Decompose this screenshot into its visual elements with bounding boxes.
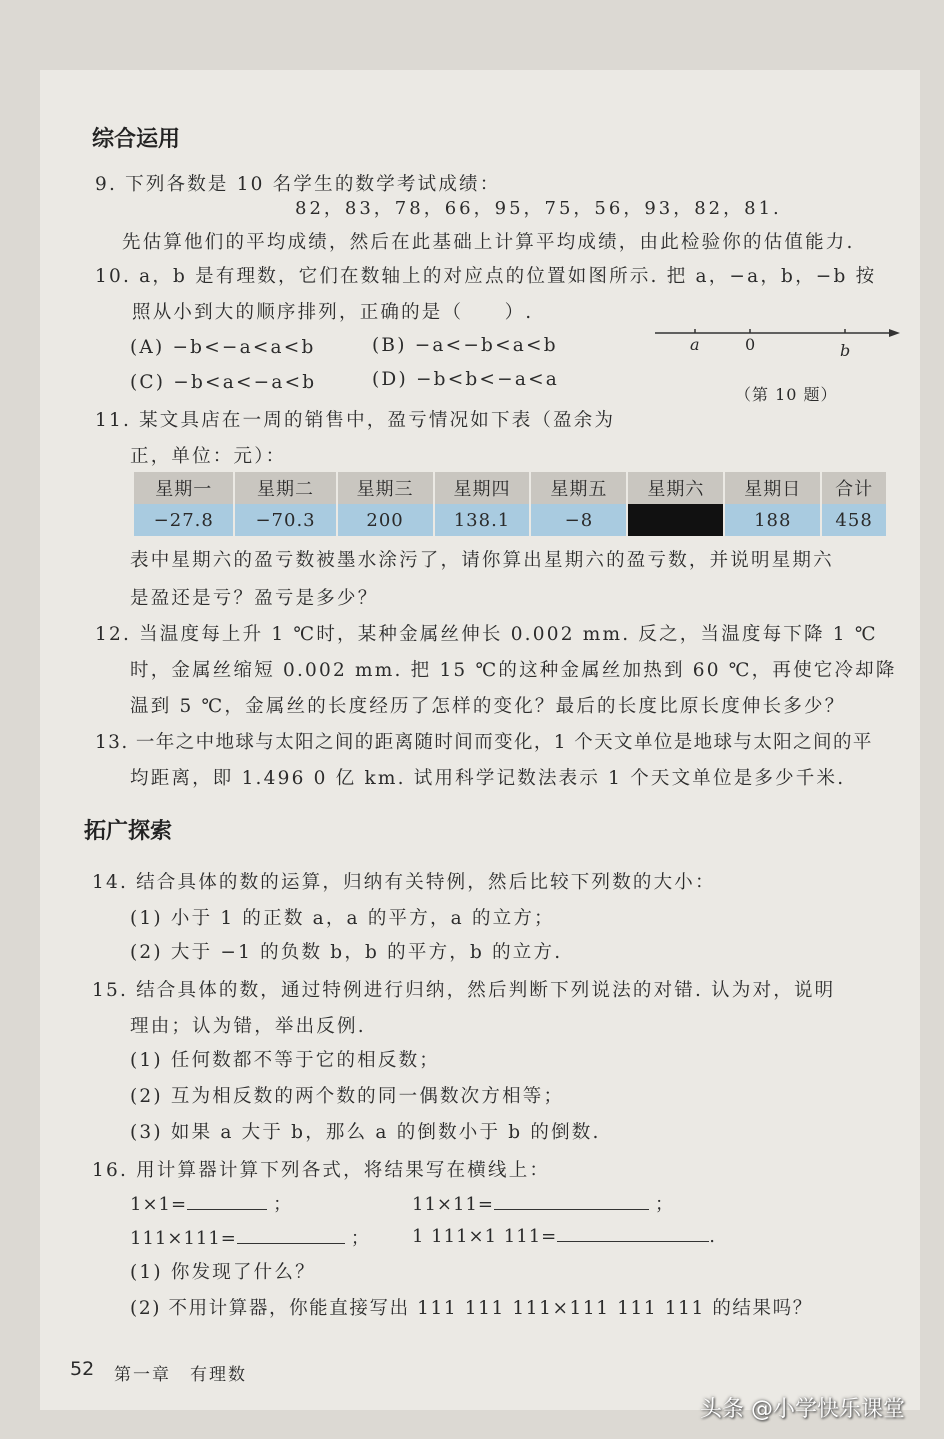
q11-line2: 正，单位：元）： [130, 446, 287, 467]
q12-line2: 时，金属丝缩短 0.002 mm. 把 15 ℃的这种金属丝加热到 60 ℃，再使它冷却降 [130, 660, 897, 681]
value-thu: 138.1 [434, 504, 531, 536]
q10-option-d: (D) −b<b<−a<a [372, 369, 559, 390]
q14-item1: (1) 小于 1 的正数 a，a 的平方，a 的立方； [130, 908, 555, 929]
header-thu: 星期四 [434, 472, 531, 504]
q16-item2: (2) 不用计算器，你能直接写出 111 111 111×111 111 111 的结果吗？ [130, 1298, 813, 1319]
expr-1-sep: ； [273, 1194, 293, 1215]
q9-scores: 82，83，78，66，95，75，56，93，82，81. [295, 198, 782, 219]
value-sun: 188 [724, 504, 821, 536]
ink-blot-sat [627, 504, 724, 536]
q11-line3: 表中星期六的盈亏数被墨水涂污了，请你算出星期六的盈亏数，并说明星期六 [130, 550, 834, 571]
q10-option-c: (C) −b<a<−a<b [130, 372, 317, 393]
q12-line1: 12. 当温度每上升 1 ℃时，某种金属丝伸长 0.002 mm. 反之，当温度每下降 1 ℃ [95, 624, 878, 645]
q10-line1: 10. a，b 是有理数，它们在数轴上的对应点的位置如图所示. 把 a，−a，b，−b 按 [95, 266, 877, 287]
expr-4-text: 1 111×1 111= [412, 1226, 558, 1247]
q15-line2: 理由；认为错，举出反例. [130, 1016, 366, 1037]
section-heading-comprehensive: 综合运用 [92, 127, 181, 152]
header-total: 合计 [821, 472, 887, 504]
q13-line1: 13. 一年之中地球与太阳之间的距离随时间而变化，1 个天文单位是地球与太阳之间的平 [95, 732, 873, 753]
header-fri: 星期五 [530, 472, 627, 504]
q16-expr-2 [412, 1190, 674, 1216]
value-tue: −70.3 [234, 504, 336, 536]
q10-line2: 照从小到大的顺序排列，正确的是（ ）. [132, 302, 534, 323]
answer-blank-2[interactable] [494, 1192, 649, 1210]
q11-line1: 11. 某文具店在一周的销售中，盈亏情况如下表（盈余为 [95, 410, 616, 431]
chapter-title: 第一章 有理数 [114, 1365, 247, 1385]
q9-line1: 9. 下列各数是 10 名学生的数学考试成绩： [95, 174, 501, 195]
page-number: 52 [70, 1358, 95, 1380]
q11-line4: 是盈还是亏？盈亏是多少？ [130, 588, 379, 609]
expr-1-text: 1×1= [130, 1194, 188, 1215]
header-wed: 星期三 [337, 472, 434, 504]
q10-option-a: (A) −b<−a<a<b [130, 337, 316, 358]
q10-figure-caption: （第 10 题） [735, 385, 838, 404]
expr-2-sep: ； [654, 1194, 674, 1215]
q15-item2: (2) 互为相反数的两个数的同一偶数次方相等； [130, 1086, 565, 1107]
value-total: 458 [821, 504, 887, 536]
q16-line1: 16. 用计算器计算下列各式，将结果写在横线上： [92, 1160, 551, 1181]
q16-expr-3 [130, 1224, 370, 1250]
axis-label-a: a [690, 335, 700, 354]
header-sun: 星期日 [724, 472, 821, 504]
q10-option-b: (B) −a<−b<a<b [372, 335, 558, 356]
axis-label-zero: 0 [745, 335, 756, 354]
watermark: 头条 @小学快乐课堂 [700, 1397, 905, 1422]
q16-expr-1 [130, 1190, 292, 1216]
value-fri: −8 [530, 504, 627, 536]
table-row [134, 504, 887, 536]
q16-expr-4 [412, 1224, 716, 1247]
q9-line2: 先估算他们的平均成绩，然后在此基础上计算平均成绩，由此检验你的估值能力. [122, 232, 855, 253]
table-header-row [134, 472, 887, 504]
expr-4-end: . [709, 1226, 716, 1247]
expr-3-sep: ； [350, 1228, 370, 1249]
q15-item3: (3) 如果 a 大于 b，那么 a 的倒数小于 b 的倒数. [130, 1122, 601, 1143]
q16-item1: (1) 你发现了什么？ [130, 1262, 316, 1283]
q14-line1: 14. 结合具体的数的运算，归纳有关特例，然后比较下列数的大小： [92, 872, 716, 893]
expr-3-text: 111×111= [130, 1228, 237, 1249]
q12-line3: 温到 5 ℃，金属丝的长度经历了怎样的变化？最后的长度比原长度伸长多少？ [130, 696, 846, 717]
q15-line1: 15. 结合具体的数，通过特例进行归纳，然后判断下列说法的对错. 认为对，说明 [92, 980, 836, 1001]
answer-blank-3[interactable] [237, 1226, 345, 1244]
answer-blank-1[interactable] [187, 1192, 267, 1210]
q13-line2: 均距离，即 1.496 0 亿 km. 试用科学记数法表示 1 个天文单位是多少千米. [130, 768, 846, 789]
header-sat: 星期六 [627, 472, 724, 504]
section-heading-explore: 拓广探索 [84, 819, 173, 844]
profit-loss-table [134, 472, 888, 536]
q15-item1: (1) 任何数都不等于它的相反数； [130, 1050, 440, 1071]
axis-label-b: b [840, 341, 851, 360]
answer-blank-4[interactable] [557, 1224, 709, 1242]
header-tue: 星期二 [234, 472, 336, 504]
expr-2-text: 11×11= [412, 1194, 494, 1215]
header-mon: 星期一 [134, 472, 234, 504]
value-mon: −27.8 [134, 504, 234, 536]
value-wed: 200 [337, 504, 434, 536]
q14-item2: (2) 大于 −1 的负数 b，b 的平方，b 的立方. [130, 942, 563, 963]
